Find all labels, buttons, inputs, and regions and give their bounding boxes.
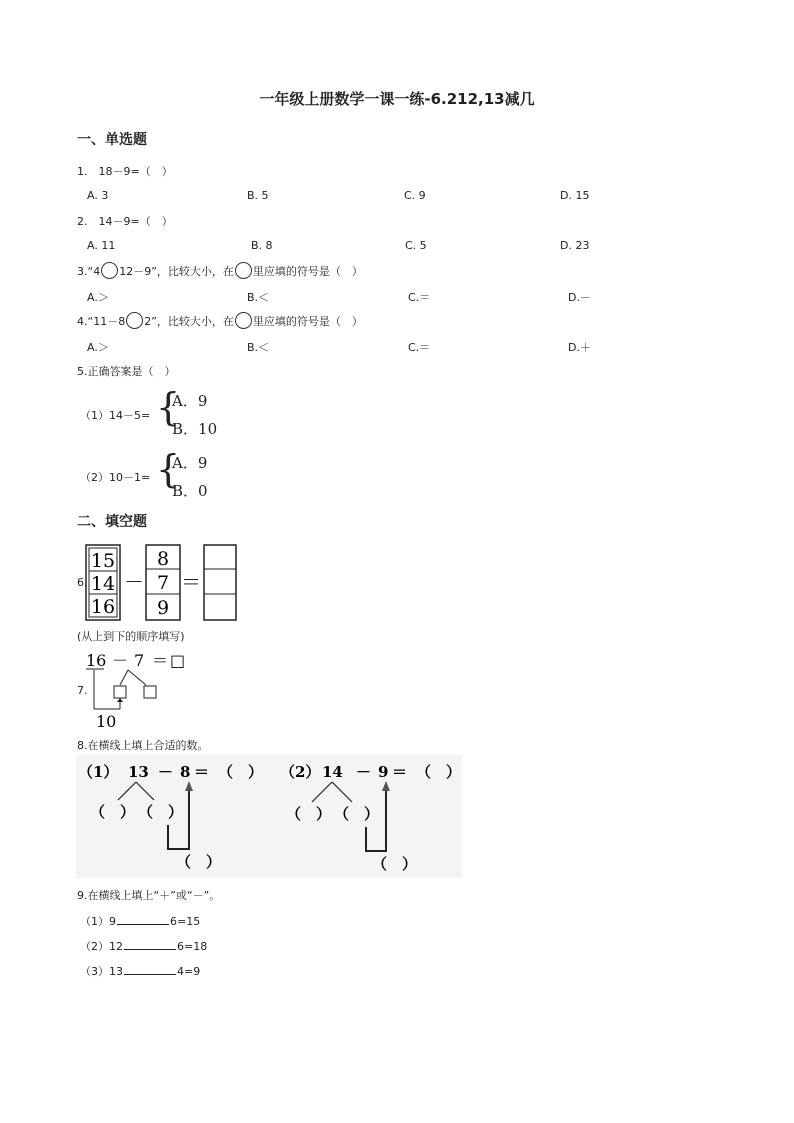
q8-part1-bottom[interactable]: （ ） [176,853,222,871]
q8-part2-label: （2） [280,763,321,781]
q1-option-c[interactable]: C. 9 [404,189,426,202]
question-6-number: 6. [77,576,88,589]
q8-part2-operator: － [356,763,372,781]
q3-stem-post: 里应填的符号是（ ） [252,265,363,278]
brace-icon: { [156,447,181,491]
q1-option-a[interactable]: A. 3 [87,189,109,202]
question-7-number: 7. [77,684,88,697]
right-cell: 9 [156,597,170,619]
question-5-stem: 5.正确答案是（ ） [77,365,176,378]
q9-line-label: （3）13 [80,965,123,978]
q3-option-b[interactable]: B.＜ [247,291,270,304]
compare-circle-icon [101,262,118,279]
q3-option-d[interactable]: D.－ [568,291,591,304]
equals-sign: ＝ [181,570,201,594]
q5-part1-option-a[interactable]: A．9 [172,392,208,410]
answer-column[interactable] [204,545,236,620]
question-3-stem [77,262,363,279]
q8-part2-answer[interactable]: （ ） [416,763,462,781]
q4-stem-post: 里应填的符号是（ ） [252,315,363,328]
q4-option-d[interactable]: D.＋ [568,341,591,354]
q8-part1-split-left[interactable]: （ ） [90,803,136,821]
minus-sign: － [124,570,144,594]
fill-blank[interactable] [117,914,169,925]
left-cell: 16 [90,596,116,618]
q6-note: (从上到下的顺序填写) [77,630,185,643]
q8-part1-operator: － [158,763,174,781]
q5-part2-label: （2）10－1= [80,471,151,484]
right-cell: 7 [156,572,170,594]
q7-operator: － [112,651,129,670]
q8-part1-subtrahend: 8 [180,763,191,781]
q8-part2-minuend: 14 [322,763,343,781]
question-1-stem: 1. 18－9=（ ） [77,165,173,178]
q5-part2-option-b[interactable]: B．0 [172,482,208,500]
q7-equals: ＝ [152,651,169,670]
left-cell: 14 [90,573,116,595]
q8-part2-equals: ＝ [392,763,408,781]
q8-part1-split-right[interactable]: （ ） [138,803,184,821]
q8-part1-equals: ＝ [194,763,210,781]
q5-part1-option-b[interactable]: B．10 [172,420,218,438]
q2-option-c[interactable]: C. 5 [405,239,427,252]
q3-stem-pre: 3.“4 [77,265,101,278]
question-9-stem: 9.在横线上填上“＋”或“－”。 [77,889,221,902]
q8-part1-answer[interactable]: （ ） [218,763,264,781]
subtraction-table-figure [84,543,244,623]
q3-stem-mid: 12－9”，比较大小，在 [119,265,234,278]
q8-part2-bottom[interactable]: （ ） [372,855,418,873]
q8-part2-split-left[interactable]: （ ） [286,805,332,823]
q8-figure [76,755,466,878]
q5-part1-label: （1）14－5= [80,409,151,422]
q9-line-tail: 4=9 [177,965,201,978]
compare-circle-icon [235,312,252,329]
split-box-right[interactable] [144,686,156,698]
q8-part2-split-right[interactable]: （ ） [334,805,380,823]
q4-stem-mid: 2”，比较大小，在 [144,315,234,328]
fill-blank[interactable] [124,964,176,975]
q4-option-c[interactable]: C.＝ [408,341,431,354]
q2-option-b[interactable]: B. 8 [251,239,273,252]
q8-part1-label: （1） [78,763,119,781]
q9-line-label: （1）9 [80,915,116,928]
q4-option-a[interactable]: A.＞ [87,341,109,354]
arrow-up-icon [185,781,193,791]
question-2-stem: 2. 14－9=（ ） [77,215,173,228]
q5-part2-option-a[interactable]: A．9 [172,454,208,472]
compare-circle-icon [235,262,252,279]
q9-line-tail: 6=15 [170,915,201,928]
page-title: 一年级上册数学一课一练-6.212,13减几 [259,90,535,108]
q1-option-b[interactable]: B. 5 [247,189,269,202]
section-heading-fill-in: 二、填空题 [77,514,147,530]
question-4-stem [77,312,363,329]
q2-option-a[interactable]: A. 11 [87,239,116,252]
question-8-stem: 8.在横线上填上合适的数。 [77,739,209,752]
q4-stem-pre: 4.“11－8 [77,315,126,328]
q8-part2-subtrahend: 9 [378,763,389,781]
q2-option-d[interactable]: D. 23 [560,239,590,252]
brace-icon: { [156,385,181,429]
q3-option-a[interactable]: A.＞ [87,291,109,304]
q9-line [80,963,200,979]
q9-line-tail: 6=18 [177,940,208,953]
split-box-left[interactable] [114,686,126,698]
q7-split-ten: 10 [96,712,117,731]
q9-line [80,913,200,929]
q3-option-c[interactable]: C.＝ [408,291,431,304]
fill-blank[interactable] [124,939,176,950]
left-cell: 15 [90,550,116,572]
q4-option-b[interactable]: B.＜ [247,341,270,354]
q9-line-label: （2）12 [80,940,123,953]
q7-answer-box[interactable]: □ [170,651,186,670]
q8-part1-minuend: 13 [128,763,149,781]
right-cell: 8 [156,548,170,570]
q7-subtrahend: 7 [134,651,145,670]
split-ten-figure [84,649,194,733]
q7-minuend: 16 [86,651,107,670]
q9-line [80,938,207,954]
q1-option-d[interactable]: D. 15 [560,189,590,202]
compare-circle-icon [126,312,143,329]
section-heading-single-choice: 一、单选题 [77,132,147,148]
arrow-up-icon [382,781,390,791]
